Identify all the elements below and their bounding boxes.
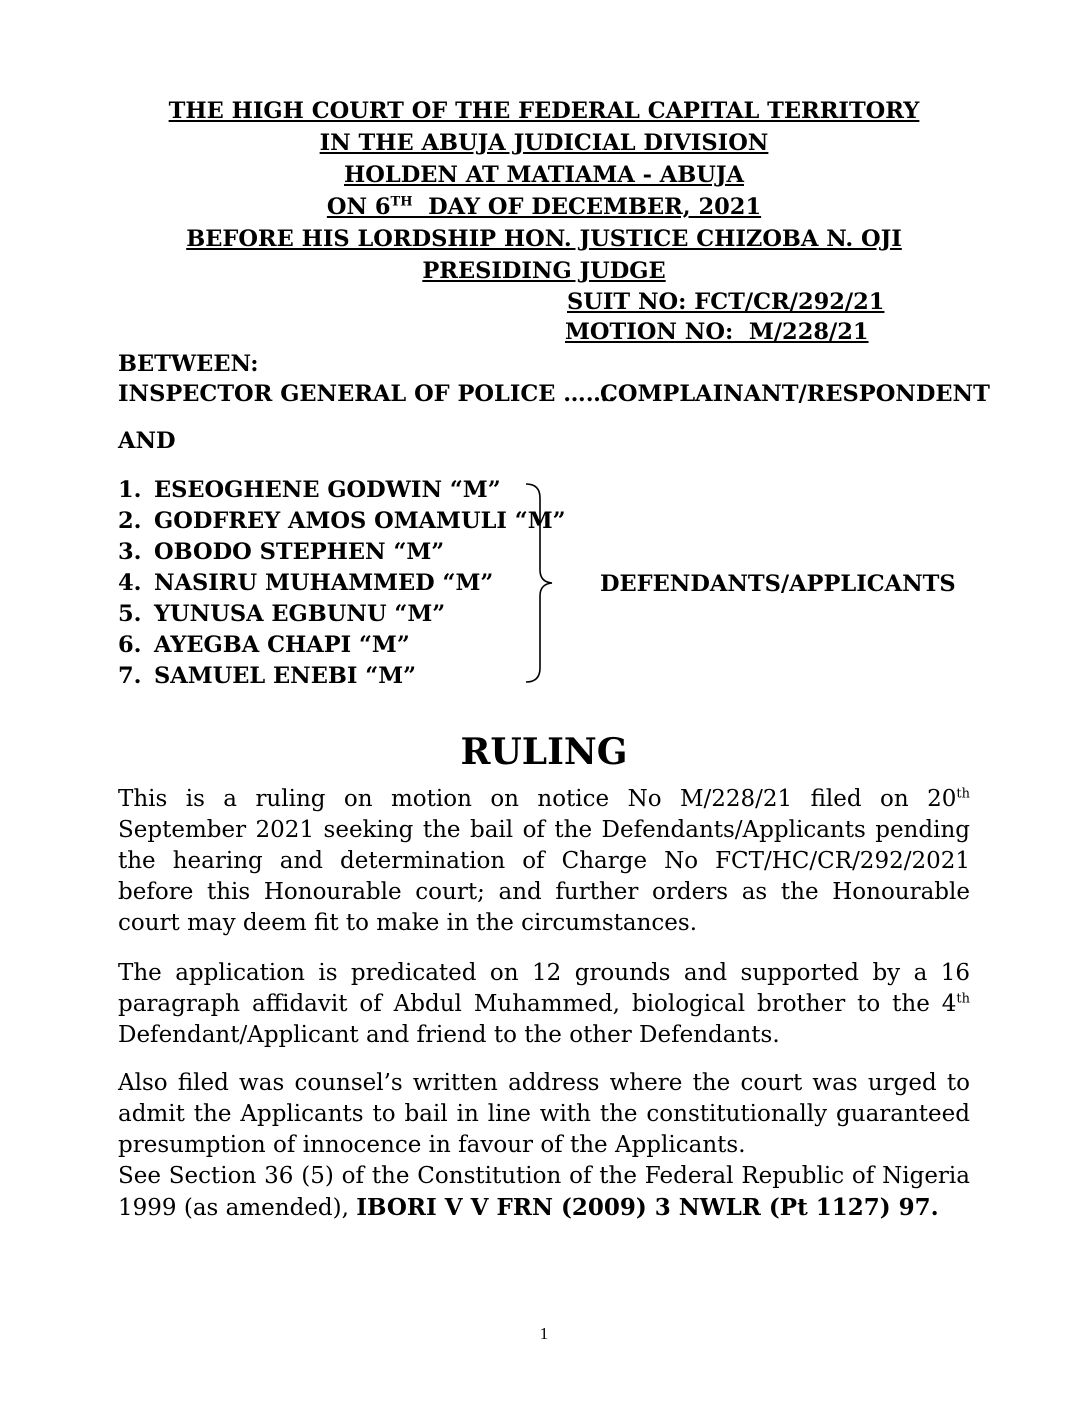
- defendant-name: YUNUSA EGBUNU “M”: [154, 601, 446, 627]
- judge-name: BEFORE HIS LORDSHIP HON. JUSTICE CHIZOBA N. OJI: [186, 226, 902, 252]
- defendant-item: [118, 506, 566, 537]
- ruling-paragraph-3: [118, 1068, 970, 1161]
- suit-number: SUIT NO: FCT/CR/292/21: [567, 289, 885, 315]
- p2-text-a: The application is predicated on 12 grounds and supported by a 16 paragraph affidavit of Abdul Muhammed, biological brother to the 4: [118, 960, 970, 1017]
- defendant-number: 1.: [118, 477, 142, 503]
- defendant-item: [118, 630, 410, 661]
- defendant-item: [118, 599, 445, 630]
- and-label: AND: [118, 428, 176, 454]
- defendant-number: 5.: [118, 601, 142, 627]
- defendant-name: NASIRU MUHAMMED “M”: [154, 570, 494, 596]
- motion-number: MOTION NO: M/228/21: [565, 319, 869, 345]
- ruling-title: RULING: [460, 731, 628, 773]
- defendant-number: 7.: [118, 663, 142, 689]
- defendant-item: [118, 661, 416, 692]
- ruling-paragraph-1: [118, 784, 970, 939]
- p2-sup: th: [956, 991, 970, 1007]
- date-rest: DAY OF DECEMBER, 2021: [412, 194, 762, 220]
- complainant-name: INSPECTOR GENERAL OF POLICE …….: [118, 381, 617, 407]
- p1-text-a: This is a ruling on motion on notice No M/228/21 filed on 20: [118, 786, 957, 812]
- defendant-number: 4.: [118, 570, 142, 596]
- ruling-paragraph-4: [118, 1161, 970, 1224]
- defendant-name: AYEGBA CHAPI “M”: [154, 632, 410, 658]
- defendant-name: SAMUEL ENEBI “M”: [154, 663, 417, 689]
- case-citation: IBORI V V FRN (2009) 3 NWLR (Pt 1127) 97.: [356, 1194, 939, 1221]
- hearing-date: [0, 191, 1088, 223]
- defendant-item: [118, 568, 493, 599]
- ruling-paragraph-2: [118, 958, 970, 1051]
- p2-text-b: Defendant/Applicant and friend to the other Defendants.: [118, 1022, 780, 1048]
- p1-text-b: September 2021 seeking the bail of the Defendants/Applicants pending the hearing and determination of Charge No FCT/HC/CR/292/2021 before this Honourable court; and further orders as the Honourable court may deem fit to make in the circumstances.: [118, 817, 970, 936]
- complainant-role: COMPLAINANT/RESPONDENT: [600, 381, 990, 407]
- judicial-division: IN THE ABUJA JUDICIAL DIVISION: [319, 130, 769, 156]
- holden-at: HOLDEN AT MATIAMA - ABUJA: [344, 162, 744, 188]
- defendant-number: 6.: [118, 632, 142, 658]
- defendant-name: OBODO STEPHEN “M”: [154, 539, 445, 565]
- curly-brace-icon: [520, 478, 560, 688]
- page-number: 1: [539, 1324, 549, 1343]
- defendant-name: ESEOGHENE GODWIN “M”: [154, 477, 501, 503]
- court-name: THE HIGH COURT OF THE FEDERAL CAPITAL TERRITORY: [168, 98, 920, 124]
- p1-sup: th: [956, 786, 970, 802]
- judge-title: PRESIDING JUDGE: [422, 258, 666, 284]
- defendants-role: DEFENDANTS/APPLICANTS: [600, 571, 956, 597]
- date-suffix: TH: [390, 194, 413, 210]
- date-day: ON 6: [326, 194, 391, 220]
- p4-text: See Section 36 (5) of the Constitution of the Federal Republic of Nigeria 1999 (as amended),: [118, 1163, 970, 1221]
- p3-text: Also filed was counsel’s written address where the court was urged to admit the Applicants to bail in line with the constitutionally guaranteed presumption of innocence in favour of the Applicants.: [118, 1070, 970, 1158]
- defendant-name: GODFREY AMOS OMAMULI “M”: [154, 508, 566, 534]
- between-label: BETWEEN:: [118, 351, 259, 377]
- defendant-number: 2.: [118, 508, 142, 534]
- defendant-number: 3.: [118, 539, 142, 565]
- defendant-item: [118, 537, 444, 568]
- defendant-item: [118, 475, 501, 506]
